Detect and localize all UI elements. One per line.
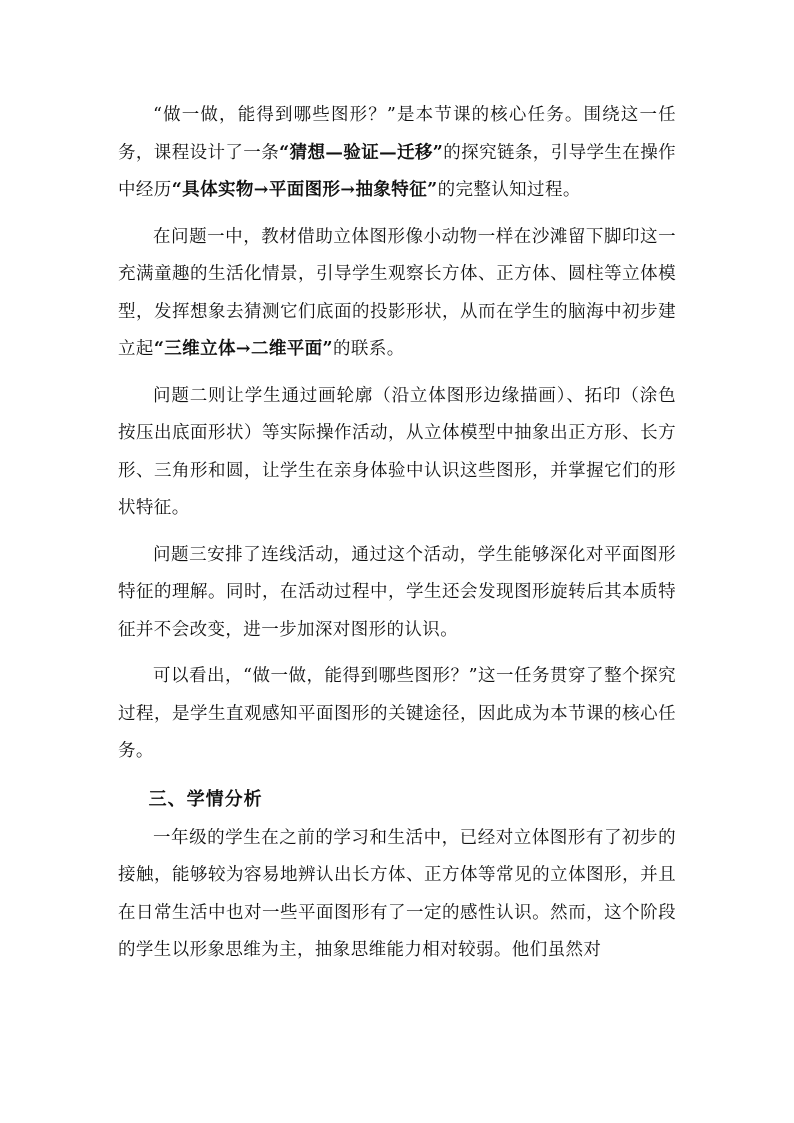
paragraph-text: 问题二则让学生通过画轮廓（沿立体图形边缘描画）、拓印（涂色按压出底面形状）等实际操作活动，从立体模型中抽象出正方形、长方形、三角形和圆，让学生在亲身体验中认识这些图形，并掌握它们的形状特征。: [118, 385, 676, 518]
section-heading: 三、学情分析: [148, 788, 263, 810]
paragraph-text: 一年级的学生在之前的学习和生活中，已经对立体图形有了初步的接触，能够较为容易地辨认出长方体、正方体等常见的立体图形，并且在日常生活中也对一些平面图形有了一定的感性认识。然而，这个阶段的学生以形象思维为主，抽象思维能力相对较弱。他们虽然对: [118, 827, 676, 960]
bold-phrase: “具体实物→平面图形→抽象特征”: [171, 180, 438, 200]
paragraph-text: 的联系。: [333, 339, 405, 359]
paragraph-text: 的完整认知过程。: [437, 180, 581, 200]
paragraph-question-one: [118, 219, 676, 369]
paragraph-student-analysis: [118, 820, 676, 970]
paragraph-text: 的探究链条，引导学生在操作中经历: [118, 142, 676, 200]
paragraph-core-task: [118, 97, 676, 210]
paragraph-text: 在问题一中，教材借助立体图形像小动物一样在沙滩留下脚印这一充满童趣的生活化情景，引导学生观察长方体、正方体、圆柱等立体模型，发挥想象去猜测它们底面的投影形状，从而在学生的脑海中初步建立起: [118, 226, 676, 359]
paragraph-summary: [118, 658, 676, 771]
paragraph-question-two: [118, 378, 676, 528]
bold-phrase: “猜想—验证—迁移”: [279, 142, 444, 163]
paragraph-text: 问题三安排了连线活动，通过这个活动，学生能够深化对平面图形特征的理解。同时，在活动过程中，学生还会发现图形旋转后其本质特征并不会改变，进一步加深对图形的认识。: [118, 544, 676, 640]
paragraph-text: “做一做，能得到哪些图形？”是本节课的核心任务。围绕这一任务，课程设计了一条: [118, 105, 676, 163]
bold-phrase: “三维立体→二维平面”: [153, 339, 334, 359]
paragraph-text: 可以看出，“做一做，能得到哪些图形？”这一任务贯穿了整个探究过程，是学生直观感知平面图形的关键途径，因此成为本节课的核心任务。: [118, 666, 676, 761]
document-body: [118, 97, 676, 979]
paragraph-question-three: [118, 537, 676, 650]
